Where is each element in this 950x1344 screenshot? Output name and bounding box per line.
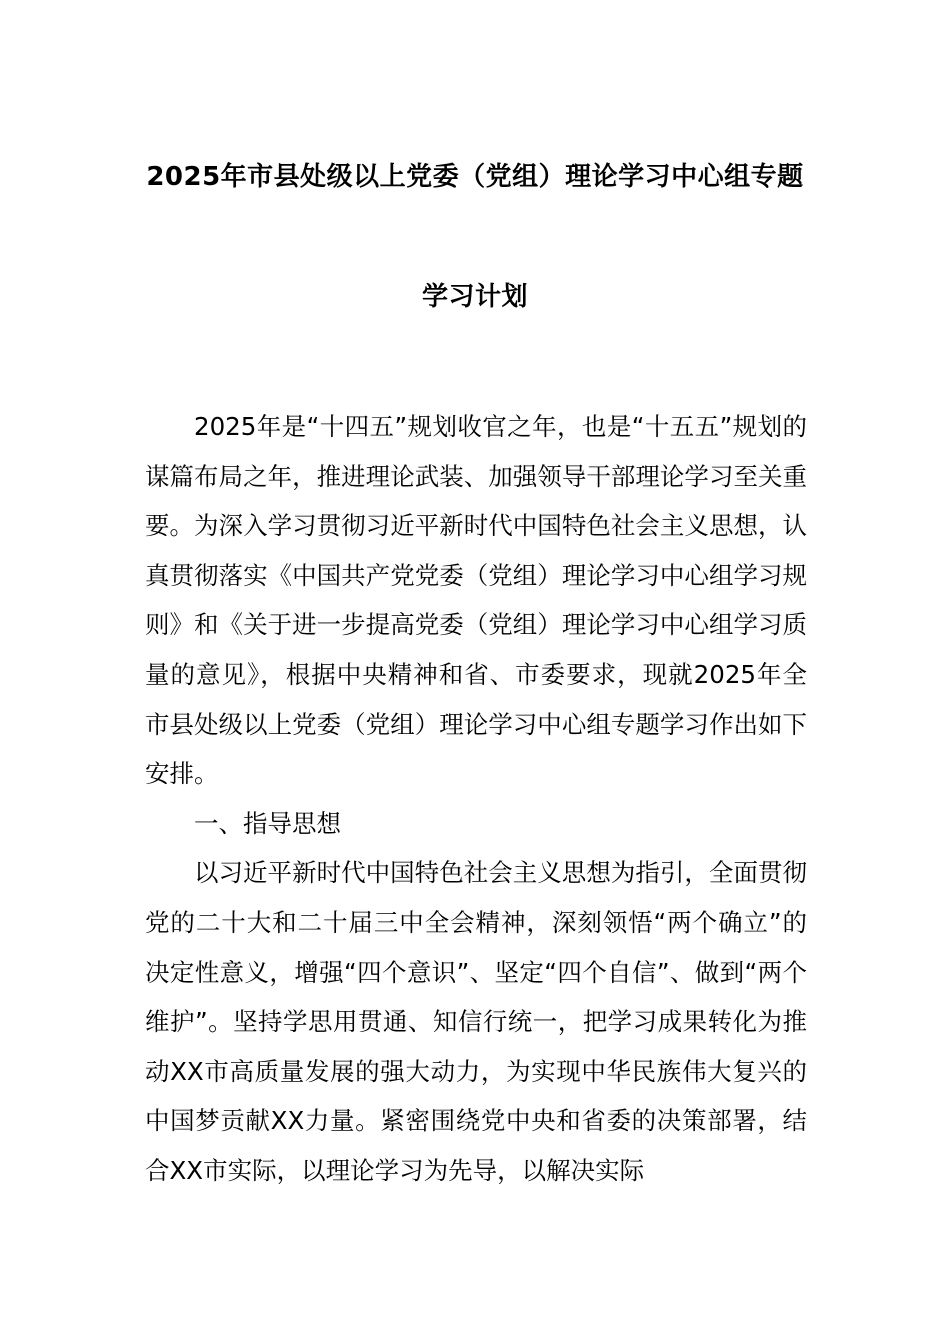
intro-paragraph: 2025年是“十四五”规划收官之年，也是“十五五”规划的谋篇布局之年，推进理论武装、加强领导干部理论学习至关重要。为深入学习贯彻习近平新时代中国特色社会主义思想，认真贯彻落实《中国共产党党委（党组）理论学习中心组学习规则》和《关于进一步提高党委（党组）理论学习中心组学习质量的意见》，根据中央精神和省、市委要求，现就2025年全市县处级以上党委（党组）理论学习中心组专题学习作出如下安排。 — [145, 412, 807, 789]
section-heading-guiding-ideology: 一、指导思想 — [194, 808, 341, 838]
document-title-line-2: 学习计划 — [421, 282, 528, 312]
document-body — [145, 402, 807, 1196]
guiding-ideology-paragraph: 以习近平新时代中国特色社会主义思想为指引，全面贯彻党的二十大和二十届三中全会精神，深刻领悟“两个确立”的决定性意义，增强“四个意识”、坚定“四个自信”、做到“两个维护”。坚持学思用贯通、知信行统一，把学习成果转化为推动XX市高质量发展的强大动力，为实现中华民族伟大复兴的中国梦贡献XX力量。紧密围绕党中央和省委的决策部署，结合XX市实际，以理论学习为先导，以解决实际 — [145, 858, 807, 1185]
document-title-line-1: 2025年市县处级以上党委（党组）理论学习中心组专题 — [146, 162, 804, 192]
